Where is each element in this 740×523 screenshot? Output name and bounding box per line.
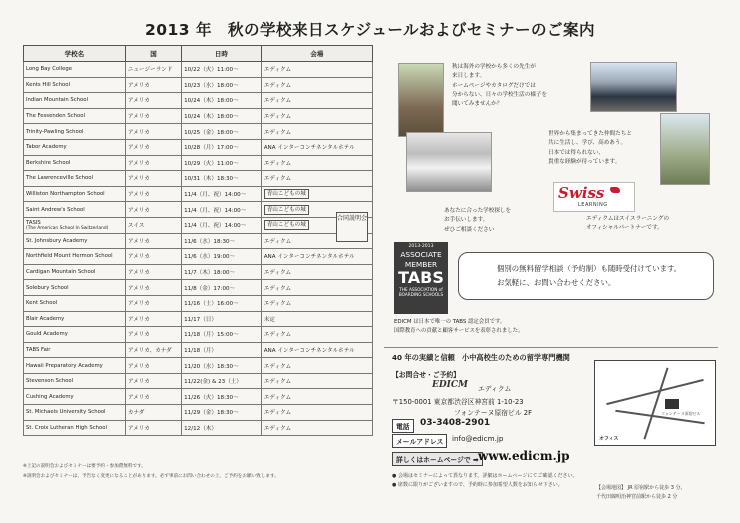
school-cell-text: Tabor Academy	[26, 144, 67, 151]
date-cell	[182, 62, 262, 78]
help-line: あなたに合った学校探しを	[444, 208, 512, 214]
date-cell-text: 10/31（木）18:30〜	[184, 176, 239, 183]
country-cell	[125, 311, 181, 327]
tabs-logo-text: TABS	[398, 268, 444, 287]
help-text	[444, 207, 511, 235]
venue-cell	[261, 280, 372, 296]
venue-cell-text: エディクム	[263, 410, 292, 417]
tabs-caption-line: 国際教育への貢献と顧客サービスを表彰されました。	[394, 328, 524, 335]
school-cell-text: TASIS	[26, 219, 41, 226]
date-cell-text: 11/8（金）17:00〜	[184, 285, 236, 292]
country-cell	[125, 249, 181, 265]
intro-line: 分からない、日々の学校生活の様子を	[452, 91, 548, 98]
table-row	[24, 62, 373, 78]
school-cell	[24, 124, 126, 140]
divider	[384, 347, 718, 348]
students-photo	[590, 62, 677, 112]
swiss-logo-word: Swiss	[558, 184, 605, 202]
table-row	[24, 202, 373, 218]
page-title: 2013 年 秋の学校来日スケジュールおよびセミナーのご案内	[144, 21, 596, 39]
date-cell	[182, 155, 262, 171]
swiss-caption-line: エディクムはスイスラーニングの	[586, 216, 670, 222]
country-cell	[125, 405, 181, 421]
help-line: お手伝いします。	[444, 217, 489, 224]
venue-cell	[261, 249, 372, 265]
school-cell-text: The Fessenden School	[26, 113, 85, 120]
date-cell	[182, 77, 262, 93]
school-cell-text: Trinity-Pawling School	[26, 128, 84, 135]
country-cell-text: アメリカ	[127, 363, 150, 370]
country-cell-text: アメリカ	[127, 285, 150, 292]
school-cell	[24, 420, 126, 436]
venue-cell-text: エディクム	[263, 238, 292, 245]
school-cell-text: Cushing Academy	[26, 393, 74, 400]
swiss-logo-sub: LEARNING	[578, 202, 608, 208]
school-cell	[24, 327, 126, 343]
header-country: 国	[125, 46, 181, 62]
school-cell	[24, 373, 126, 389]
tabs-caption	[394, 318, 523, 337]
table-row	[24, 342, 373, 358]
venue-cell-text: エディクム	[263, 98, 292, 105]
note-line: ※上記の説明会およびセミナーは要予約・参加費無料です。	[23, 464, 146, 469]
school-cell	[24, 155, 126, 171]
venue-cell	[261, 311, 372, 327]
building-marker	[665, 399, 679, 409]
table-row	[24, 249, 373, 265]
venue-cell	[261, 77, 372, 93]
access-info	[596, 484, 686, 501]
table-row	[24, 389, 373, 405]
date-cell-text: 11/18（月）15:00〜	[184, 332, 239, 339]
mail-address[interactable]: info@edicm.jp	[452, 434, 504, 443]
country-cell-text: アメリカ	[127, 145, 150, 152]
country-cell-text: アメリカ	[127, 98, 150, 105]
address-line1: 〒150-0001 東京都渋谷区神宮前 1-10-23	[392, 398, 524, 406]
date-cell	[182, 327, 262, 343]
country-cell-text: アメリカ	[127, 192, 150, 199]
venue-cell	[261, 405, 372, 421]
school-cell	[24, 93, 126, 109]
country-cell	[125, 77, 181, 93]
date-cell-text: 11/16（土）16:00〜	[184, 301, 239, 308]
school-cell	[24, 217, 126, 233]
headline: 40 年の実績と信頼 小中高校生のための留学専門機関	[392, 353, 570, 362]
school-cell-text: TABS Fair	[26, 346, 51, 353]
group-photo	[406, 132, 492, 192]
address-line2: フォンテーヌ原宿ビル 2F	[454, 409, 533, 417]
school-cell-text: Kent School	[26, 300, 58, 307]
table-row	[24, 373, 373, 389]
school-cell-text: Gould Academy	[26, 331, 68, 338]
country-cell-text: アメリカ	[127, 394, 150, 401]
country-cell	[125, 186, 181, 202]
footnotes	[392, 472, 577, 489]
country-cell-text: カナダ	[127, 410, 145, 417]
table-row	[24, 77, 373, 93]
date-cell	[182, 405, 262, 421]
date-cell-text: 10/24（木）18:00〜	[184, 114, 239, 121]
school-cell	[24, 108, 126, 124]
venue-cell	[261, 342, 372, 358]
venue-cell-text: 青山こどもの城	[264, 220, 309, 230]
intro-line: 聞いてみませんか？	[452, 101, 503, 108]
venue-cell	[261, 186, 372, 202]
tabs-caption-line: EDICM は日本で唯一の TABS 認定会員です。	[394, 319, 506, 325]
date-cell-text: 10/28（月）17:00〜	[184, 145, 239, 152]
country-cell	[125, 155, 181, 171]
tabs-associate: ASSOCIATE	[400, 250, 442, 259]
venue-cell	[261, 124, 372, 140]
venue-cell-text: エディクム	[263, 176, 292, 183]
table-row	[24, 186, 373, 202]
tabs-subtitle: THE ASSOCIATION of BOARDING SCHOOLS	[398, 287, 444, 297]
table-row	[24, 311, 373, 327]
tabs-year: 2013-2013	[408, 244, 434, 249]
date-cell	[182, 280, 262, 296]
date-cell-text: 10/29（火）11:00〜	[184, 160, 239, 167]
free-consult-box	[458, 252, 714, 300]
date-cell	[182, 139, 262, 155]
venue-cell-text: エディクム	[263, 82, 292, 89]
swiss-caption	[586, 215, 669, 234]
date-cell-text: 10/25（金）18:00〜	[184, 129, 239, 136]
country-cell	[125, 108, 181, 124]
venue-cell-text: エディクム	[263, 425, 292, 432]
school-cell-text: Berkshire School	[26, 159, 71, 166]
date-cell	[182, 249, 262, 265]
school-cell-text: Hawaii Preparatory Academy	[26, 362, 103, 369]
country-cell-text: アメリカ	[127, 316, 150, 323]
date-cell-text: 11/4（月、祝）14:00〜	[184, 192, 247, 199]
venue-cell-text: エディクム	[263, 363, 292, 370]
school-subtitle: (The American School In Switzerland)	[26, 225, 109, 231]
website-url[interactable]: www.edicm.jp	[478, 449, 570, 463]
date-cell	[182, 373, 262, 389]
date-cell-text: 11/4（月、祝）14:00〜	[184, 223, 247, 230]
school-cell	[24, 264, 126, 280]
venue-cell	[261, 420, 372, 436]
venue-cell	[261, 264, 372, 280]
date-cell	[182, 264, 262, 280]
table-row	[24, 217, 373, 233]
country-cell	[125, 202, 181, 218]
study-text	[548, 130, 632, 167]
intro-line: 来日します。	[452, 73, 486, 80]
venue-cell	[261, 171, 372, 187]
venue-cell-text: ANA インターコンチネンタルホテル	[263, 145, 355, 152]
date-cell-text: 11/22(金) & 23（土）	[184, 379, 242, 386]
venue-cell-text: ANA インターコンチネンタルホテル	[263, 254, 355, 261]
date-cell-text: 12/12（木）	[184, 425, 217, 432]
country-cell-text: アメリカ	[127, 270, 150, 277]
country-cell	[125, 342, 181, 358]
table-row	[24, 420, 373, 436]
date-cell	[182, 202, 262, 218]
venue-cell-text: エディクム	[263, 270, 292, 277]
venue-cell	[261, 108, 372, 124]
venue-cell-text: エディクム	[263, 67, 292, 74]
intro-line: ホームページやカタログだけでは	[452, 82, 536, 89]
swiss-caption-line: オフィシャルパートナーです。	[586, 225, 663, 232]
country-cell	[125, 171, 181, 187]
country-cell	[125, 280, 181, 296]
country-cell-text: アメリカ	[127, 332, 150, 339]
table-header-row	[24, 46, 373, 62]
mail-label: メールアドレス	[392, 434, 447, 448]
school-cell-text: Solebury School	[26, 284, 69, 291]
school-cell	[24, 202, 126, 218]
school-cell-text: Cardigan Mountain School	[26, 269, 96, 276]
date-cell	[182, 93, 262, 109]
school-cell-text: Northfield Mount Hermon School	[26, 253, 113, 260]
school-cell	[24, 171, 126, 187]
venue-cell-text: エディクム	[263, 379, 292, 386]
table-row	[24, 280, 373, 296]
school-cell-text: Saint Andrew's School	[26, 206, 85, 213]
tabs-member: MEMBER	[404, 260, 438, 269]
header-school: 学校名	[24, 46, 126, 62]
swiss-learning-logo	[553, 182, 635, 212]
study-line: 日本では得られない、	[548, 149, 604, 156]
date-cell	[182, 217, 262, 233]
venue-cell-text: 未定	[263, 316, 275, 323]
footnote-line: ● 席数に限りがございますので、予約時に参加希望人数をお知らせ下さい。	[392, 481, 563, 488]
country-cell	[125, 327, 181, 343]
date-cell	[182, 342, 262, 358]
header-venue: 会場	[261, 46, 372, 62]
date-cell	[182, 108, 262, 124]
country-cell-text: アメリカ	[127, 207, 150, 214]
building-photo	[660, 113, 710, 185]
country-cell-text: アメリカ	[127, 176, 150, 183]
venue-cell-text: 青山こどもの城	[264, 189, 309, 199]
school-cell	[24, 233, 126, 249]
venue-cell-text: エディクム	[263, 129, 292, 136]
school-cell-text: Williston Northampton School	[26, 191, 105, 198]
school-cell	[24, 249, 126, 265]
date-cell	[182, 420, 262, 436]
joint-session-label: 合同説明会	[336, 212, 368, 242]
web-label[interactable]: 詳しくはホームページで ➡	[392, 452, 483, 466]
venue-cell	[261, 62, 372, 78]
date-cell-text: 10/24（木）18:00〜	[184, 98, 239, 105]
school-cell	[24, 311, 126, 327]
date-cell-text: 11/18（月）	[184, 347, 217, 354]
venue-cell-text: エディクム	[263, 332, 292, 339]
school-cell-text: St. Michaels University School	[26, 409, 106, 416]
date-cell	[182, 124, 262, 140]
table-row	[24, 155, 373, 171]
country-cell-text: アメリカ	[127, 114, 150, 121]
venue-cell-text: エディクム	[263, 285, 292, 292]
school-cell	[24, 77, 126, 93]
country-cell	[125, 233, 181, 249]
country-cell	[125, 389, 181, 405]
school-cell	[24, 295, 126, 311]
tabs-member-badge	[394, 242, 448, 314]
date-cell	[182, 358, 262, 374]
school-cell	[24, 62, 126, 78]
campus-photo	[398, 63, 444, 137]
venue-cell	[261, 155, 372, 171]
study-line: 世界から集まってきた仲間たちと	[548, 131, 632, 137]
venue-cell	[261, 139, 372, 155]
country-cell-text: アメリカ	[127, 160, 150, 167]
venue-cell	[261, 389, 372, 405]
country-cell-text: アメリカ	[127, 301, 150, 308]
venue-cell-text: エディクム	[263, 160, 292, 167]
date-cell-text: 10/22（火）11:00〜	[184, 67, 239, 74]
date-cell	[182, 389, 262, 405]
venue-cell-text: 青山こどもの城	[264, 205, 309, 215]
date-cell	[182, 233, 262, 249]
venue-cell-text: ANA インターコンチネンタルホテル	[263, 347, 355, 354]
schedule-table	[23, 45, 373, 436]
country-cell-text: アメリカ	[127, 425, 150, 432]
access-line: 【会場地図】 JR 原宿駅から徒歩 3 分、	[596, 485, 686, 491]
date-cell	[182, 295, 262, 311]
free-consult-line: お気軽に、お問い合わせください。	[497, 278, 616, 287]
date-cell-text: 11/6（水）19:00〜	[184, 254, 236, 261]
date-cell	[182, 311, 262, 327]
school-cell	[24, 342, 126, 358]
date-cell-text: 11/20（水）18:30〜	[184, 363, 239, 370]
school-cell	[24, 139, 126, 155]
date-cell-text: 11/6（水）18:30〜	[184, 238, 236, 245]
inquiry-label: 【お問合せ・ご予約】	[392, 371, 460, 379]
country-cell	[125, 420, 181, 436]
country-cell-text: スイス	[127, 223, 145, 230]
school-cell-text: Indian Mountain School	[26, 97, 88, 104]
table-row	[24, 233, 373, 249]
date-cell-text: 10/23（水）18:00〜	[184, 82, 239, 89]
country-cell	[125, 139, 181, 155]
table-row	[24, 264, 373, 280]
country-cell-text: アメリカ	[127, 129, 150, 136]
header-date: 日時	[182, 46, 262, 62]
school-cell-text: St. Croix Lutheran High School	[26, 424, 107, 431]
school-cell	[24, 389, 126, 405]
table-row	[24, 327, 373, 343]
table-row	[24, 405, 373, 421]
table-row	[24, 139, 373, 155]
table-row	[24, 93, 373, 109]
school-cell-text: The Lawrenceville School	[26, 175, 93, 182]
school-cell	[24, 405, 126, 421]
country-cell	[125, 93, 181, 109]
study-line: 共に生活し、学び、高めあう。	[548, 140, 627, 147]
venue-cell	[261, 358, 372, 374]
access-line: 千代田線明治神宮前駅から徒歩 2 分	[596, 493, 678, 500]
note-line: ※説明会およびセミナーは、予告なく変更になることがあります。必ず事前にお問い合わせの上、ご予約をお願い致します。	[23, 474, 279, 479]
access-map	[594, 360, 716, 446]
country-cell	[125, 124, 181, 140]
school-cell-text: St. Johnsbury Academy	[26, 237, 88, 244]
country-cell	[125, 62, 181, 78]
country-cell-text: ニュージーランド	[127, 67, 173, 74]
school-cell-text: Kents Hill School	[26, 81, 71, 88]
date-cell-text: 11/17（日）	[184, 316, 217, 323]
country-cell	[125, 358, 181, 374]
map-label-building: フォンテーヌ原宿ビル	[661, 411, 701, 416]
school-cell-text: Blair Academy	[26, 315, 65, 322]
school-cell	[24, 280, 126, 296]
school-cell	[24, 186, 126, 202]
school-cell-text: Stevenson School	[26, 378, 74, 385]
venue-cell-text: エディクム	[263, 114, 292, 121]
country-cell-text: アメリカ	[127, 254, 150, 261]
help-line: ぜひご相談ください	[444, 226, 495, 233]
country-cell-text: アメリカ	[127, 238, 150, 245]
table-row	[24, 358, 373, 374]
tel-label: 電話	[392, 419, 414, 433]
table-row	[24, 108, 373, 124]
free-consult-line: 個別の無料留学相談（予約制）も随時受付けています。	[497, 264, 682, 273]
table-row	[24, 124, 373, 140]
footnote-line: ● 会場はセミナーによって異なります。詳細はホームページにてご確認ください。	[392, 473, 578, 479]
table-row	[24, 295, 373, 311]
date-cell-text: 11/26（火）18:30〜	[184, 394, 239, 401]
intro-line: 秋は海外の学校から多くの先生が	[452, 64, 536, 70]
venue-cell	[261, 93, 372, 109]
country-cell	[125, 264, 181, 280]
venue-cell-text: エディクム	[263, 301, 292, 308]
country-cell	[125, 373, 181, 389]
school-cell-text: Long Bay College	[26, 66, 72, 73]
country-cell-text: アメリカ、カナダ	[127, 347, 172, 354]
edicm-name: エディクム	[478, 385, 512, 393]
date-cell-text: 11/7（木）18:00〜	[184, 270, 236, 277]
table-notes	[23, 462, 383, 482]
study-line: 貴重な経験が待っています。	[548, 158, 621, 165]
country-cell	[125, 217, 181, 233]
school-cell	[24, 358, 126, 374]
venue-cell	[261, 327, 372, 343]
table-row	[24, 171, 373, 187]
venue-cell	[261, 373, 372, 389]
venue-cell	[261, 295, 372, 311]
date-cell-text: 11/29（金）18:30〜	[184, 410, 239, 417]
date-cell	[182, 186, 262, 202]
country-cell-text: アメリカ	[127, 82, 150, 89]
venue-cell-text: エディクム	[263, 394, 292, 401]
date-cell-text: 11/4（月、祝）14:00〜	[184, 207, 247, 214]
date-cell	[182, 171, 262, 187]
table-body	[24, 62, 373, 436]
map-label-office: オフィス	[599, 436, 619, 442]
edicm-logo: EDICM	[432, 380, 468, 390]
tel-number: 03-3408-2901	[420, 418, 491, 428]
intro-text	[452, 63, 547, 109]
country-cell-text: アメリカ	[127, 379, 150, 386]
swiss-logo-mark	[610, 187, 620, 193]
country-cell	[125, 295, 181, 311]
